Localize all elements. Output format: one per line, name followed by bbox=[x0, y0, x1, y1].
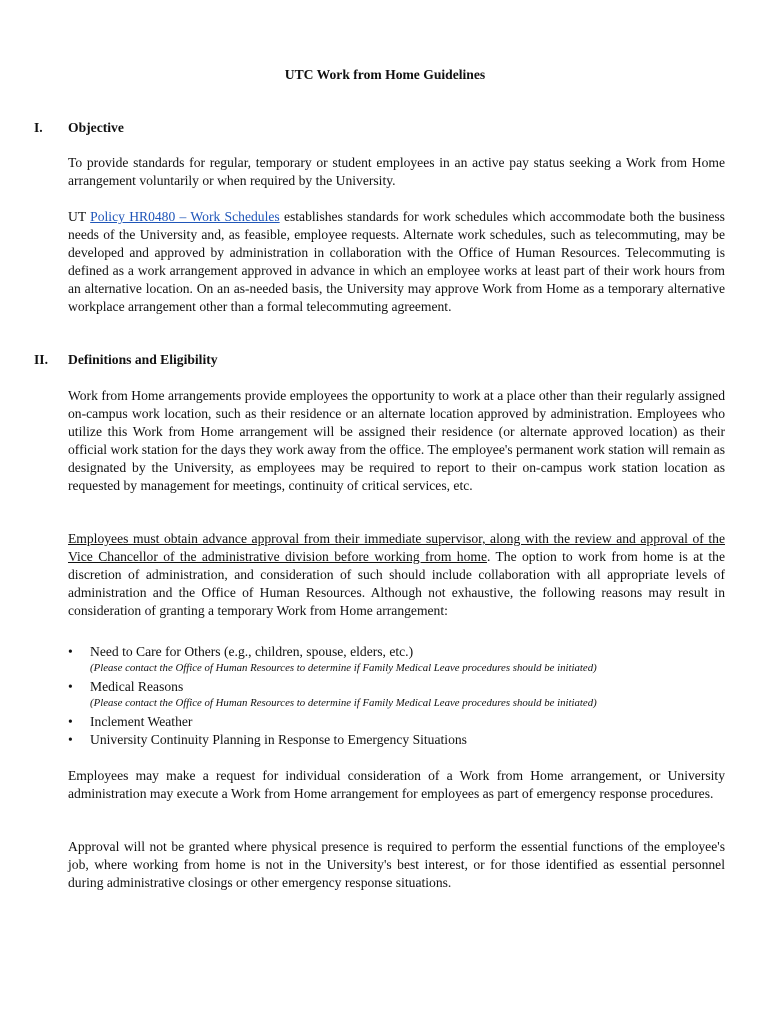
bullet-icon: • bbox=[68, 714, 73, 729]
objective-paragraph-2 bbox=[68, 208, 725, 316]
list-item-text: Medical Reasons bbox=[90, 679, 184, 694]
bullet-icon: • bbox=[68, 644, 73, 659]
section-numeral-2: II. bbox=[34, 352, 48, 367]
list-item bbox=[68, 713, 728, 731]
definitions-paragraph-4: Approval will not be granted where physical presence is required to perform the essential functions of the employee's job, where working from home is not in the University's best interest, or for those identified as essential personnel during administrative closings or other emergency response situations. bbox=[68, 839, 725, 890]
section-heading-objective: Objective bbox=[68, 120, 124, 135]
definitions-paragraph-1: Work from Home arrangements provide employees the opportunity to work at a place other than their regularly assigned on-campus work location, such as their residence or an alternate location approved by administration. Employees who utilize this Work from Home arrangement will be assigned their residence (or alternate approved location) as their official work station for the days they work away from the office. The employee's permanent work station will remain as designated by the University, as employees may be required to report to their on-campus work station location as requested by management for meetings, continuity of critical services, etc. bbox=[68, 388, 725, 493]
objective-p2-prefix: UT bbox=[68, 209, 91, 224]
definitions-p2-body: . The option to work from home is at the discretion of administration, and consideration of such should include collaboration with all appropriate levels of administration and the Office of Human Resources. Although not exhaustive, the following reasons may result in consideration of granting a temporary Work from Home arrangement: bbox=[68, 549, 725, 618]
list-item bbox=[68, 678, 728, 710]
list-item-text: Inclement Weather bbox=[90, 714, 193, 729]
list-item-note: (Please contact the Office of Human Resources to determine if Family Medical Leave procedures should be initiated) bbox=[90, 697, 597, 709]
reasons-list bbox=[68, 643, 728, 749]
objective-paragraph-1: To provide standards for regular, temporary or student employees in an active pay status seeking a Work from Home arrangement voluntarily or when required by the University. bbox=[68, 155, 725, 188]
policy-hr0480-link[interactable]: Policy HR0480 – Work Schedules bbox=[90, 209, 280, 224]
document-title: UTC Work from Home Guidelines bbox=[284, 67, 486, 82]
definitions-paragraph-2 bbox=[68, 530, 725, 620]
approval-requirement-text: Employees must obtain advance approval from their immediate supervisor, along with the review and approval of the Vice Chancellor of the administrative division before working from home bbox=[68, 531, 725, 564]
list-item bbox=[68, 731, 728, 749]
objective-p2-body: establishes standards for work schedules which accommodate both the business needs of the University and, as feasible, employee requests. Alternate work schedules, such as telecommuting, may be developed and approved by administration in collaboration with the Office of Human Resources. Telecommuting is defined as a work arrangement approved in advance in which an employee works at least part of their work hours from an alternative location. On an as-needed basis, the University may approve Work from Home as a temporary alternative workplace arrangement other than a formal telecommuting agreement. bbox=[68, 209, 725, 314]
bullet-icon: • bbox=[68, 732, 73, 747]
definitions-paragraph-3: Employees may make a request for individual consideration of a Work from Home arrangement, or University administration may execute a Work from Home arrangement for employees as part of emergency response procedures. bbox=[68, 768, 725, 801]
list-item-text: Need to Care for Others (e.g., children, spouse, elders, etc.) bbox=[90, 644, 414, 659]
bullet-icon: • bbox=[68, 679, 73, 694]
list-item bbox=[68, 643, 728, 675]
list-item-text: University Continuity Planning in Response to Emergency Situations bbox=[90, 732, 467, 747]
list-item-note: (Please contact the Office of Human Resources to determine if Family Medical Leave procedures should be initiated) bbox=[90, 662, 597, 674]
section-numeral-1: I. bbox=[34, 120, 43, 135]
section-heading-definitions: Definitions and Eligibility bbox=[68, 352, 218, 367]
